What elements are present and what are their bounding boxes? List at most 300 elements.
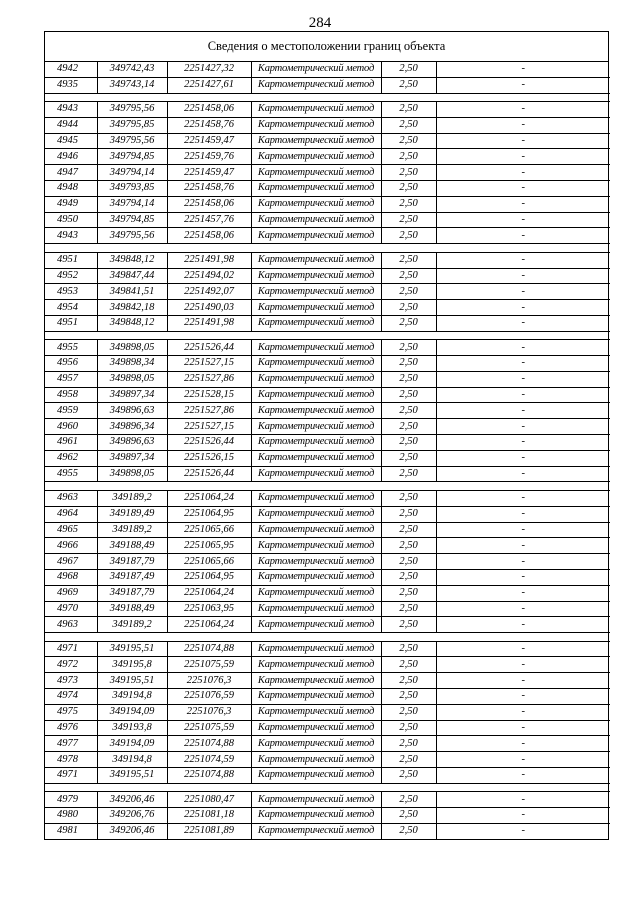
method-cell: Картометрический метод bbox=[251, 641, 381, 657]
description-cell: - bbox=[436, 117, 610, 133]
accuracy-cell: 2,50 bbox=[381, 117, 436, 133]
description-cell: - bbox=[436, 673, 610, 689]
description-cell: - bbox=[436, 340, 610, 356]
accuracy-cell: 2,50 bbox=[381, 823, 436, 838]
group-separator bbox=[45, 244, 610, 253]
group-separator bbox=[45, 633, 610, 642]
accuracy-cell: 2,50 bbox=[381, 601, 436, 617]
point-number-cell: 4980 bbox=[45, 808, 97, 824]
method-cell: Картометрический метод bbox=[251, 720, 381, 736]
method-cell: Картометрический метод bbox=[251, 356, 381, 372]
accuracy-cell: 2,50 bbox=[381, 268, 436, 284]
point-number-cell: 4949 bbox=[45, 196, 97, 212]
point-number-cell: 4972 bbox=[45, 657, 97, 673]
point-number-cell: 4942 bbox=[45, 62, 97, 77]
x-coordinate-cell: 349794,85 bbox=[97, 149, 167, 165]
table-row bbox=[45, 601, 610, 617]
table-row bbox=[45, 403, 610, 419]
accuracy-cell: 2,50 bbox=[381, 77, 436, 93]
description-cell: - bbox=[436, 196, 610, 212]
method-cell: Картометрический метод bbox=[251, 212, 381, 228]
point-number-cell: 4935 bbox=[45, 77, 97, 93]
method-cell: Картометрический метод bbox=[251, 688, 381, 704]
description-cell: - bbox=[436, 252, 610, 268]
y-coordinate-cell: 2251491,98 bbox=[167, 252, 251, 268]
description-cell: - bbox=[436, 538, 610, 554]
accuracy-cell: 2,50 bbox=[381, 736, 436, 752]
method-cell: Картометрический метод bbox=[251, 371, 381, 387]
table-row bbox=[45, 196, 610, 212]
accuracy-cell: 2,50 bbox=[381, 792, 436, 808]
accuracy-cell: 2,50 bbox=[381, 356, 436, 372]
description-cell: - bbox=[436, 617, 610, 633]
point-number-cell: 4953 bbox=[45, 284, 97, 300]
method-cell: Картометрический метод bbox=[251, 617, 381, 633]
point-number-cell: 4969 bbox=[45, 585, 97, 601]
y-coordinate-cell: 2251074,88 bbox=[167, 641, 251, 657]
description-cell: - bbox=[436, 585, 610, 601]
x-coordinate-cell: 349794,85 bbox=[97, 212, 167, 228]
accuracy-cell: 2,50 bbox=[381, 673, 436, 689]
table-row bbox=[45, 450, 610, 466]
y-coordinate-cell: 2251526,44 bbox=[167, 340, 251, 356]
description-cell: - bbox=[436, 228, 610, 244]
accuracy-cell: 2,50 bbox=[381, 657, 436, 673]
description-cell: - bbox=[436, 792, 610, 808]
accuracy-cell: 2,50 bbox=[381, 133, 436, 149]
x-coordinate-cell: 349188,49 bbox=[97, 601, 167, 617]
method-cell: Картометрический метод bbox=[251, 585, 381, 601]
accuracy-cell: 2,50 bbox=[381, 102, 436, 118]
accuracy-cell: 2,50 bbox=[381, 212, 436, 228]
accuracy-cell: 2,50 bbox=[381, 62, 436, 77]
point-number-cell: 4962 bbox=[45, 450, 97, 466]
method-cell: Картометрический метод bbox=[251, 736, 381, 752]
y-coordinate-cell: 2251074,59 bbox=[167, 752, 251, 768]
description-cell: - bbox=[436, 77, 610, 93]
description-cell: - bbox=[436, 688, 610, 704]
group-separator-cell bbox=[45, 633, 610, 642]
method-cell: Картометрический метод bbox=[251, 569, 381, 585]
method-cell: Картометрический метод bbox=[251, 196, 381, 212]
y-coordinate-cell: 2251063,95 bbox=[167, 601, 251, 617]
point-number-cell: 4955 bbox=[45, 466, 97, 482]
table-row bbox=[45, 767, 610, 783]
accuracy-cell: 2,50 bbox=[381, 554, 436, 570]
x-coordinate-cell: 349847,44 bbox=[97, 268, 167, 284]
accuracy-cell: 2,50 bbox=[381, 403, 436, 419]
y-coordinate-cell: 2251074,88 bbox=[167, 736, 251, 752]
y-coordinate-cell: 2251075,59 bbox=[167, 720, 251, 736]
point-number-cell: 4945 bbox=[45, 133, 97, 149]
point-number-cell: 4957 bbox=[45, 371, 97, 387]
y-coordinate-cell: 2251065,95 bbox=[167, 538, 251, 554]
method-cell: Картометрический метод bbox=[251, 601, 381, 617]
y-coordinate-cell: 2251064,95 bbox=[167, 506, 251, 522]
method-cell: Картометрический метод bbox=[251, 252, 381, 268]
x-coordinate-cell: 349194,8 bbox=[97, 688, 167, 704]
accuracy-cell: 2,50 bbox=[381, 767, 436, 783]
x-coordinate-cell: 349195,8 bbox=[97, 657, 167, 673]
accuracy-cell: 2,50 bbox=[381, 704, 436, 720]
accuracy-cell: 2,50 bbox=[381, 181, 436, 197]
accuracy-cell: 2,50 bbox=[381, 450, 436, 466]
x-coordinate-cell: 349187,79 bbox=[97, 585, 167, 601]
coordinates-table-body bbox=[45, 62, 610, 839]
table-row bbox=[45, 435, 610, 451]
group-separator bbox=[45, 331, 610, 340]
method-cell: Картометрический метод bbox=[251, 506, 381, 522]
x-coordinate-cell: 349795,56 bbox=[97, 228, 167, 244]
y-coordinate-cell: 2251081,18 bbox=[167, 808, 251, 824]
accuracy-cell: 2,50 bbox=[381, 466, 436, 482]
accuracy-cell: 2,50 bbox=[381, 506, 436, 522]
y-coordinate-cell: 2251490,03 bbox=[167, 300, 251, 316]
y-coordinate-cell: 2251459,76 bbox=[167, 149, 251, 165]
method-cell: Картометрический метод bbox=[251, 117, 381, 133]
table-row bbox=[45, 538, 610, 554]
description-cell: - bbox=[436, 181, 610, 197]
x-coordinate-cell: 349795,85 bbox=[97, 117, 167, 133]
description-cell: - bbox=[436, 133, 610, 149]
accuracy-cell: 2,50 bbox=[381, 720, 436, 736]
x-coordinate-cell: 349187,49 bbox=[97, 569, 167, 585]
x-coordinate-cell: 349896,63 bbox=[97, 403, 167, 419]
method-cell: Картометрический метод bbox=[251, 522, 381, 538]
x-coordinate-cell: 349743,14 bbox=[97, 77, 167, 93]
table-row bbox=[45, 720, 610, 736]
method-cell: Картометрический метод bbox=[251, 792, 381, 808]
point-number-cell: 4963 bbox=[45, 617, 97, 633]
y-coordinate-cell: 2251064,24 bbox=[167, 490, 251, 506]
point-number-cell: 4951 bbox=[45, 315, 97, 331]
accuracy-cell: 2,50 bbox=[381, 538, 436, 554]
description-cell: - bbox=[436, 284, 610, 300]
point-number-cell: 4967 bbox=[45, 554, 97, 570]
method-cell: Картометрический метод bbox=[251, 228, 381, 244]
y-coordinate-cell: 2251458,06 bbox=[167, 196, 251, 212]
x-coordinate-cell: 349187,79 bbox=[97, 554, 167, 570]
method-cell: Картометрический метод bbox=[251, 554, 381, 570]
point-number-cell: 4951 bbox=[45, 252, 97, 268]
point-number-cell: 4944 bbox=[45, 117, 97, 133]
accuracy-cell: 2,50 bbox=[381, 490, 436, 506]
y-coordinate-cell: 2251494,02 bbox=[167, 268, 251, 284]
table-row bbox=[45, 688, 610, 704]
point-number-cell: 4968 bbox=[45, 569, 97, 585]
table-row bbox=[45, 102, 610, 118]
description-cell: - bbox=[436, 268, 610, 284]
table-row bbox=[45, 117, 610, 133]
x-coordinate-cell: 349195,51 bbox=[97, 673, 167, 689]
y-coordinate-cell: 2251065,66 bbox=[167, 522, 251, 538]
group-separator-cell bbox=[45, 244, 610, 253]
method-cell: Картометрический метод bbox=[251, 77, 381, 93]
point-number-cell: 4966 bbox=[45, 538, 97, 554]
description-cell: - bbox=[436, 490, 610, 506]
x-coordinate-cell: 349848,12 bbox=[97, 252, 167, 268]
point-number-cell: 4965 bbox=[45, 522, 97, 538]
y-coordinate-cell: 2251459,47 bbox=[167, 165, 251, 181]
accuracy-cell: 2,50 bbox=[381, 284, 436, 300]
table-row bbox=[45, 62, 610, 77]
y-coordinate-cell: 2251427,61 bbox=[167, 77, 251, 93]
method-cell: Картометрический метод bbox=[251, 435, 381, 451]
y-coordinate-cell: 2251075,59 bbox=[167, 657, 251, 673]
table-row bbox=[45, 792, 610, 808]
accuracy-cell: 2,50 bbox=[381, 688, 436, 704]
description-cell: - bbox=[436, 736, 610, 752]
boundary-table-sheet bbox=[44, 31, 609, 840]
point-number-cell: 4973 bbox=[45, 673, 97, 689]
y-coordinate-cell: 2251081,89 bbox=[167, 823, 251, 838]
y-coordinate-cell: 2251065,66 bbox=[167, 554, 251, 570]
method-cell: Картометрический метод bbox=[251, 165, 381, 181]
description-cell: - bbox=[436, 102, 610, 118]
description-cell: - bbox=[436, 149, 610, 165]
method-cell: Картометрический метод bbox=[251, 181, 381, 197]
point-number-cell: 4979 bbox=[45, 792, 97, 808]
description-cell: - bbox=[436, 601, 610, 617]
description-cell: - bbox=[436, 450, 610, 466]
table-row bbox=[45, 641, 610, 657]
y-coordinate-cell: 2251457,76 bbox=[167, 212, 251, 228]
point-number-cell: 4970 bbox=[45, 601, 97, 617]
point-number-cell: 4943 bbox=[45, 228, 97, 244]
x-coordinate-cell: 349794,14 bbox=[97, 196, 167, 212]
point-number-cell: 4955 bbox=[45, 340, 97, 356]
description-cell: - bbox=[436, 704, 610, 720]
table-row bbox=[45, 673, 610, 689]
group-separator bbox=[45, 783, 610, 792]
accuracy-cell: 2,50 bbox=[381, 569, 436, 585]
method-cell: Картометрический метод bbox=[251, 284, 381, 300]
y-coordinate-cell: 2251527,15 bbox=[167, 419, 251, 435]
method-cell: Картометрический метод bbox=[251, 704, 381, 720]
method-cell: Картометрический метод bbox=[251, 387, 381, 403]
table-title: Сведения о местоположении границ объекта bbox=[45, 32, 608, 62]
table-row bbox=[45, 419, 610, 435]
y-coordinate-cell: 2251459,47 bbox=[167, 133, 251, 149]
accuracy-cell: 2,50 bbox=[381, 752, 436, 768]
x-coordinate-cell: 349898,34 bbox=[97, 356, 167, 372]
description-cell: - bbox=[436, 506, 610, 522]
table-row bbox=[45, 585, 610, 601]
x-coordinate-cell: 349896,34 bbox=[97, 419, 167, 435]
x-coordinate-cell: 349189,49 bbox=[97, 506, 167, 522]
table-row bbox=[45, 165, 610, 181]
table-row bbox=[45, 149, 610, 165]
point-number-cell: 4952 bbox=[45, 268, 97, 284]
description-cell: - bbox=[436, 569, 610, 585]
method-cell: Картометрический метод bbox=[251, 538, 381, 554]
accuracy-cell: 2,50 bbox=[381, 228, 436, 244]
y-coordinate-cell: 2251427,32 bbox=[167, 62, 251, 77]
table-row bbox=[45, 212, 610, 228]
y-coordinate-cell: 2251458,76 bbox=[167, 181, 251, 197]
accuracy-cell: 2,50 bbox=[381, 196, 436, 212]
accuracy-cell: 2,50 bbox=[381, 340, 436, 356]
description-cell: - bbox=[436, 419, 610, 435]
x-coordinate-cell: 349189,2 bbox=[97, 490, 167, 506]
method-cell: Картометрический метод bbox=[251, 490, 381, 506]
y-coordinate-cell: 2251076,3 bbox=[167, 673, 251, 689]
description-cell: - bbox=[436, 657, 610, 673]
y-coordinate-cell: 2251080,47 bbox=[167, 792, 251, 808]
x-coordinate-cell: 349795,56 bbox=[97, 102, 167, 118]
accuracy-cell: 2,50 bbox=[381, 641, 436, 657]
point-number-cell: 4958 bbox=[45, 387, 97, 403]
table-row bbox=[45, 340, 610, 356]
x-coordinate-cell: 349896,63 bbox=[97, 435, 167, 451]
point-number-cell: 4971 bbox=[45, 767, 97, 783]
method-cell: Картометрический метод bbox=[251, 300, 381, 316]
table-row bbox=[45, 133, 610, 149]
method-cell: Картометрический метод bbox=[251, 823, 381, 838]
x-coordinate-cell: 349794,14 bbox=[97, 165, 167, 181]
group-separator bbox=[45, 482, 610, 491]
accuracy-cell: 2,50 bbox=[381, 149, 436, 165]
y-coordinate-cell: 2251527,86 bbox=[167, 371, 251, 387]
method-cell: Картометрический метод bbox=[251, 133, 381, 149]
group-separator-cell bbox=[45, 93, 610, 102]
point-number-cell: 4959 bbox=[45, 403, 97, 419]
description-cell: - bbox=[436, 356, 610, 372]
table-row bbox=[45, 284, 610, 300]
method-cell: Картометрический метод bbox=[251, 149, 381, 165]
y-coordinate-cell: 2251064,95 bbox=[167, 569, 251, 585]
x-coordinate-cell: 349795,56 bbox=[97, 133, 167, 149]
table-row bbox=[45, 77, 610, 93]
x-coordinate-cell: 349189,2 bbox=[97, 522, 167, 538]
point-number-cell: 4960 bbox=[45, 419, 97, 435]
x-coordinate-cell: 349195,51 bbox=[97, 641, 167, 657]
description-cell: - bbox=[436, 387, 610, 403]
table-row bbox=[45, 252, 610, 268]
point-number-cell: 4976 bbox=[45, 720, 97, 736]
table-row bbox=[45, 268, 610, 284]
description-cell: - bbox=[436, 823, 610, 838]
point-number-cell: 4974 bbox=[45, 688, 97, 704]
description-cell: - bbox=[436, 62, 610, 77]
description-cell: - bbox=[436, 554, 610, 570]
description-cell: - bbox=[436, 720, 610, 736]
y-coordinate-cell: 2251064,24 bbox=[167, 617, 251, 633]
x-coordinate-cell: 349841,51 bbox=[97, 284, 167, 300]
accuracy-cell: 2,50 bbox=[381, 435, 436, 451]
accuracy-cell: 2,50 bbox=[381, 522, 436, 538]
method-cell: Картометрический метод bbox=[251, 268, 381, 284]
point-number-cell: 4975 bbox=[45, 704, 97, 720]
y-coordinate-cell: 2251527,15 bbox=[167, 356, 251, 372]
point-number-cell: 4977 bbox=[45, 736, 97, 752]
table-row bbox=[45, 554, 610, 570]
y-coordinate-cell: 2251076,59 bbox=[167, 688, 251, 704]
table-row bbox=[45, 823, 610, 838]
table-row bbox=[45, 181, 610, 197]
table-row bbox=[45, 522, 610, 538]
description-cell: - bbox=[436, 767, 610, 783]
y-coordinate-cell: 2251527,86 bbox=[167, 403, 251, 419]
x-coordinate-cell: 349194,09 bbox=[97, 704, 167, 720]
table-row bbox=[45, 371, 610, 387]
x-coordinate-cell: 349206,46 bbox=[97, 792, 167, 808]
point-number-cell: 4964 bbox=[45, 506, 97, 522]
method-cell: Картометрический метод bbox=[251, 657, 381, 673]
table-row bbox=[45, 490, 610, 506]
point-number-cell: 4978 bbox=[45, 752, 97, 768]
y-coordinate-cell: 2251526,44 bbox=[167, 466, 251, 482]
x-coordinate-cell: 349793,85 bbox=[97, 181, 167, 197]
y-coordinate-cell: 2251074,88 bbox=[167, 767, 251, 783]
description-cell: - bbox=[436, 641, 610, 657]
table-row bbox=[45, 315, 610, 331]
x-coordinate-cell: 349898,05 bbox=[97, 466, 167, 482]
accuracy-cell: 2,50 bbox=[381, 419, 436, 435]
x-coordinate-cell: 349194,8 bbox=[97, 752, 167, 768]
description-cell: - bbox=[436, 212, 610, 228]
table-row bbox=[45, 228, 610, 244]
method-cell: Картометрический метод bbox=[251, 767, 381, 783]
group-separator-cell bbox=[45, 783, 610, 792]
x-coordinate-cell: 349742,43 bbox=[97, 62, 167, 77]
x-coordinate-cell: 349206,46 bbox=[97, 823, 167, 838]
point-number-cell: 4963 bbox=[45, 490, 97, 506]
x-coordinate-cell: 349194,09 bbox=[97, 736, 167, 752]
accuracy-cell: 2,50 bbox=[381, 617, 436, 633]
point-number-cell: 4943 bbox=[45, 102, 97, 118]
point-number-cell: 4950 bbox=[45, 212, 97, 228]
method-cell: Картометрический метод bbox=[251, 752, 381, 768]
group-separator bbox=[45, 93, 610, 102]
table-row bbox=[45, 617, 610, 633]
x-coordinate-cell: 349206,76 bbox=[97, 808, 167, 824]
x-coordinate-cell: 349897,34 bbox=[97, 387, 167, 403]
y-coordinate-cell: 2251526,15 bbox=[167, 450, 251, 466]
method-cell: Картометрический метод bbox=[251, 673, 381, 689]
table-row bbox=[45, 736, 610, 752]
y-coordinate-cell: 2251458,06 bbox=[167, 228, 251, 244]
table-row bbox=[45, 657, 610, 673]
table-row bbox=[45, 466, 610, 482]
table-row bbox=[45, 300, 610, 316]
x-coordinate-cell: 349898,05 bbox=[97, 371, 167, 387]
point-number-cell: 4947 bbox=[45, 165, 97, 181]
page-number: 284 bbox=[308, 15, 332, 31]
description-cell: - bbox=[436, 403, 610, 419]
method-cell: Картометрический метод bbox=[251, 450, 381, 466]
table-row bbox=[45, 704, 610, 720]
method-cell: Картометрический метод bbox=[251, 102, 381, 118]
x-coordinate-cell: 349898,05 bbox=[97, 340, 167, 356]
method-cell: Картометрический метод bbox=[251, 340, 381, 356]
accuracy-cell: 2,50 bbox=[381, 252, 436, 268]
y-coordinate-cell: 2251526,44 bbox=[167, 435, 251, 451]
table-row bbox=[45, 356, 610, 372]
y-coordinate-cell: 2251458,76 bbox=[167, 117, 251, 133]
x-coordinate-cell: 349188,49 bbox=[97, 538, 167, 554]
description-cell: - bbox=[436, 808, 610, 824]
x-coordinate-cell: 349193,8 bbox=[97, 720, 167, 736]
accuracy-cell: 2,50 bbox=[381, 371, 436, 387]
accuracy-cell: 2,50 bbox=[381, 165, 436, 181]
accuracy-cell: 2,50 bbox=[381, 315, 436, 331]
point-number-cell: 4961 bbox=[45, 435, 97, 451]
method-cell: Картометрический метод bbox=[251, 315, 381, 331]
point-number-cell: 4971 bbox=[45, 641, 97, 657]
point-number-cell: 4946 bbox=[45, 149, 97, 165]
coordinates-table bbox=[45, 62, 610, 839]
